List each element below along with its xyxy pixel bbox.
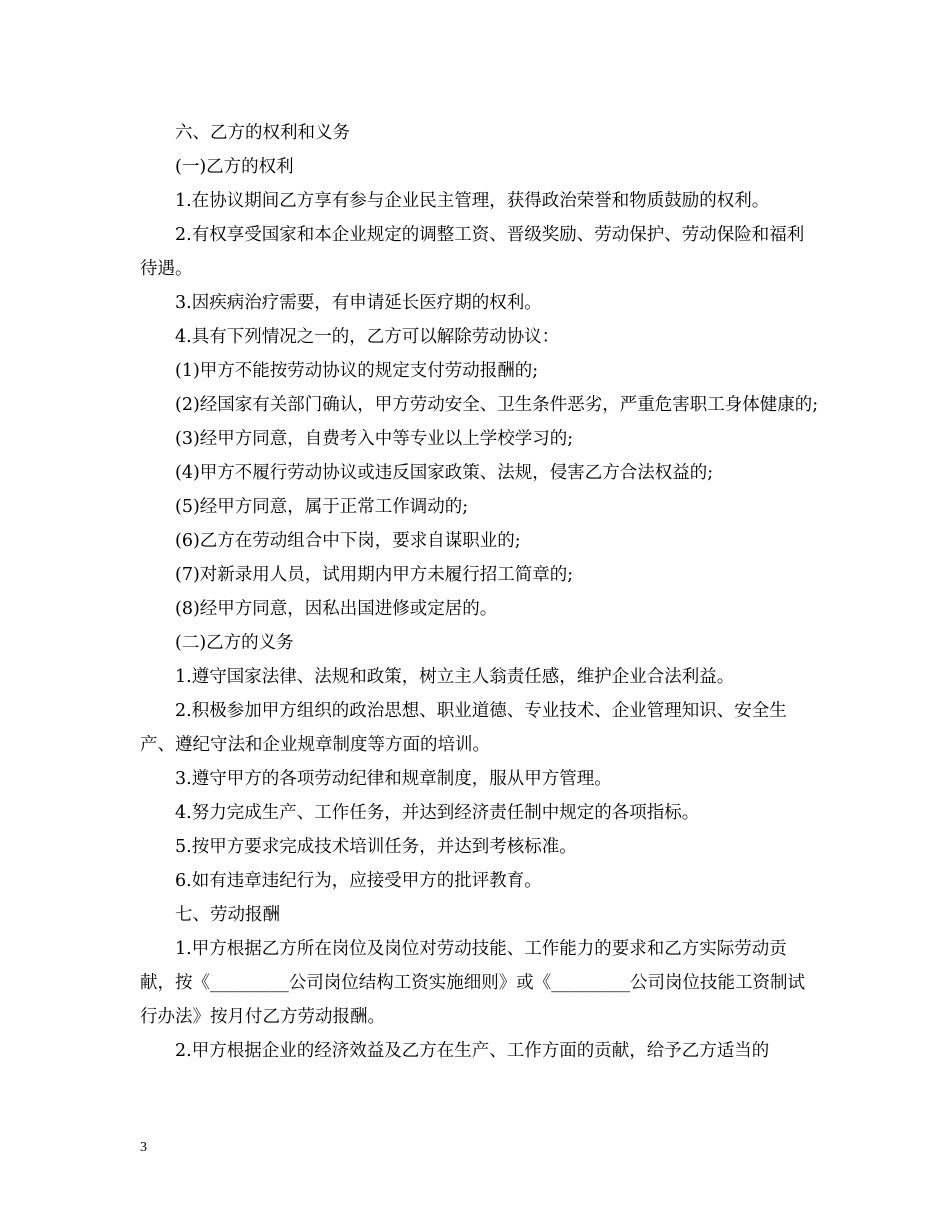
paragraph: 4.努力完成生产、工作任务，并达到经济责任制中规定的各项指标。	[175, 803, 700, 823]
paragraph: 5.按甲方要求完成技术培训任务，并达到考核标准。	[175, 837, 577, 857]
paragraph: 6.如有违章违纪行为，应接受甲方的批评教育。	[175, 871, 542, 891]
paragraph: 1.在协议期间乙方享有参与企业民主管理，获得政治荣誉和物质鼓励的权利。	[175, 191, 770, 211]
subsection-heading: (二)乙方的义务	[175, 633, 294, 653]
list-item: (3)经甲方同意，自费考入中等专业以上学校学习的;	[175, 429, 574, 449]
section-heading: 七、劳动报酬	[175, 905, 280, 925]
paragraph: 4.具有下列情况之一的，乙方可以解除劳动协议：	[175, 327, 560, 347]
paragraph: 1.甲方根据乙方所在岗位及岗位对劳动技能、工作能力的要求和乙方实际劳动贡献，按《_________公司岗位结构工资实施细则》或《_________公司岗位技能工资制试行办法》按月付乙方劳动报酬。	[140, 939, 805, 1027]
paragraph: 2.积极参加甲方组织的政治思想、职业道德、专业技术、企业管理知识、安全生产、遵纪守法和企业规章制度等方面的培训。	[140, 701, 787, 755]
document-body	[140, 116, 820, 1068]
paragraph: 2.有权享受国家和本企业规定的调整工资、晋级奖励、劳动保护、劳动保险和福利待遇。	[140, 225, 805, 279]
list-item: (8)经甲方同意，因私出国进修或定居的。	[175, 599, 498, 619]
paragraph: 1.遵守国家法律、法规和政策，树立主人翁责任感，维护企业合法利益。	[175, 667, 735, 687]
paragraph: 3.因疾病治疗需要，有申请延长医疗期的权利。	[175, 293, 542, 313]
paragraph: 2.甲方根据企业的经济效益及乙方在生产、工作方面的贡献，给予乙方适当的	[175, 1041, 770, 1061]
paragraph: 3.遵守甲方的各项劳动纪律和规章制度，服从甲方管理。	[175, 769, 612, 789]
section-heading: 六、乙方的权利和义务	[175, 123, 350, 143]
list-item: (6)乙方在劳动组合中下岗，要求自谋职业的;	[175, 531, 521, 551]
subsection-heading: (一)乙方的权利	[175, 157, 294, 177]
list-item: (2)经国家有关部门确认，甲方劳动安全、卫生条件恶劣，严重危害职工身体健康的;	[175, 395, 819, 415]
list-item: (4)甲方不履行劳动协议或违反国家政策、法规，侵害乙方合法权益的;	[175, 463, 714, 483]
list-item: (1)甲方不能按劳动协议的规定支付劳动报酬的;	[175, 361, 539, 381]
list-item: (5)经甲方同意，属于正常工作调动的;	[175, 497, 469, 517]
page-number: 3	[140, 1140, 147, 1155]
list-item: (7)对新录用人员，试用期内甲方未履行招工简章的;	[175, 565, 574, 585]
